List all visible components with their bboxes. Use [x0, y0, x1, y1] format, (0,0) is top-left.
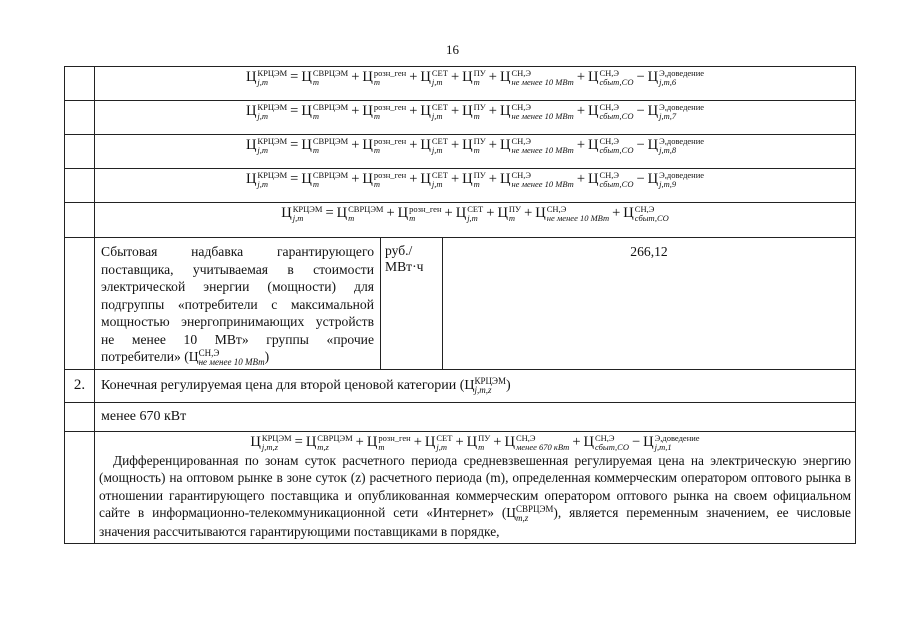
section-2-formula-row	[65, 431, 856, 543]
term-svrcem: Ц СВРЦЭМ m	[301, 102, 349, 121]
term-krcem: Ц КРЦЭМ j,m	[245, 170, 288, 189]
term-krcem: Ц КРЦЭМ j,m	[245, 102, 288, 121]
term-pu: Ц ПУ m	[462, 68, 486, 87]
term-rozn: Ц розн_ген m	[362, 136, 407, 155]
term-dov: Ц Э,доведение j,m,1	[643, 432, 700, 452]
term-rozn: Ц розн_ген m	[362, 68, 407, 87]
term-sn: Ц СН,Э не менее 10 МВт	[499, 170, 574, 189]
term-set: Ц СЕТ j,m	[420, 136, 448, 155]
term-sn: Ц СН,Э не менее 10 МВт	[535, 204, 610, 223]
formula-row	[65, 101, 856, 135]
formula-row	[65, 169, 856, 203]
value-cell: 266,12	[443, 238, 856, 370]
term-pu: Ц ПУ m	[462, 170, 486, 189]
formula-row	[65, 203, 856, 238]
section-title: Конечная регулируемая цена для второй ценовой категории (Ц КРЦЭМ j,m,z )	[95, 369, 856, 402]
term-set: Ц СЕТ j,m	[455, 204, 484, 223]
term-svrcem: Ц СВРЦЭМ m	[301, 136, 349, 155]
term-rozn: Ц розн_ген m	[397, 204, 442, 223]
term-svrcem: Ц СВРЦЭМ m,z	[305, 432, 353, 452]
term-krcem: Ц КРЦЭМ j,m	[245, 136, 288, 155]
formula: Ц КРЦЭМ j,m = Ц СВРЦЭМ m + Ц розн_ген m + Ц СЕТ j,m + Ц ПУ m + Ц СН,Э не менее 10 МВт + Ц СН,Э сбыт,СО − Ц Э,доведение j,m,7	[245, 102, 705, 121]
markup-row	[65, 238, 856, 370]
term-set: Ц СЕТ j,m	[420, 68, 448, 87]
formula-row	[65, 135, 856, 169]
term-krcem: Ц КРЦЭМ j,m	[281, 204, 323, 223]
term-set: Ц СЕТ j,m	[424, 432, 453, 452]
term-pu: Ц ПУ m	[462, 136, 486, 155]
term-sbyt: Ц СН,Э сбыт,СО	[588, 170, 634, 189]
term-sbyt: Ц СН,Э сбыт,СО	[588, 102, 634, 121]
term-pu: Ц ПУ m	[466, 432, 491, 452]
term-sn: Ц СН,Э менее 670 кВт	[504, 432, 570, 452]
term-sn: Ц СН,Э не менее 10 МВт	[499, 136, 574, 155]
term-svrcem: Ц СВРЦЭМ m	[301, 170, 349, 189]
term-svrcem: Ц СВРЦЭМ m	[301, 68, 349, 87]
term-rozn: Ц розн_ген m	[362, 170, 407, 189]
term-rozn: Ц розн_ген m	[362, 102, 407, 121]
subheading-row	[65, 402, 856, 431]
term-sn: Ц СН,Э не менее 10 МВт	[499, 68, 574, 87]
term-dov: Ц Э,доведение j,m,6	[647, 68, 705, 87]
unit-cell: руб./МВт·ч	[381, 238, 443, 370]
term-dov: Ц Э,доведение j,m,7	[647, 102, 705, 121]
term-dov: Ц Э,доведение j,m,9	[647, 170, 705, 189]
term-krcem: Ц КРЦЭМ j,m	[245, 68, 288, 87]
formula-row	[65, 67, 856, 101]
term-sn: Ц СН,Э не менее 10 МВт	[499, 102, 574, 121]
formula: Ц КРЦЭМ j,m = Ц СВРЦЭМ m + Ц розн_ген m + Ц СЕТ j,m + Ц ПУ m + Ц СН,Э не менее 10 МВт + Ц СН,Э сбыт,СО − Ц Э,доведение j,m,8	[245, 136, 705, 155]
term-svrcem: Ц СВРЦЭМ m	[336, 204, 384, 223]
formula-s2: Ц КРЦЭМ j,m,z = Ц СВРЦЭМ m,z + Ц розн_ген m + Ц СЕТ j,m + Ц ПУ m + Ц СН,Э менее 670 кВт + Ц СН,Э сбыт,СО − Ц Э,доведение j,m,1	[250, 432, 700, 452]
term-sbyt: Ц СН,Э сбыт,СО	[583, 432, 629, 452]
formula: Ц КРЦЭМ j,m = Ц СВРЦЭМ m + Ц розн_ген m + Ц СЕТ j,m + Ц ПУ m + Ц СН,Э не менее 10 МВт + Ц СН,Э сбыт,СО − Ц Э,доведение j,m,6	[245, 68, 705, 87]
page-number: 16	[446, 42, 459, 57]
tariff-table	[64, 66, 856, 544]
term-sbyt: Ц СН,Э сбыт,СО	[588, 136, 634, 155]
term-set: Ц СЕТ j,m	[420, 102, 448, 121]
markup-description: Сбытовая надбавка гарантирующего поставщика, учитываемая в стоимости электрической энергии (мощности) для подгруппы «потребители с максимальной мощностью энергопринимающих устройств не менее 10 МВт» группы «прочие потребители» (Ц СН,Э не менее 10 МВт )	[95, 238, 381, 370]
term-set: Ц СЕТ j,m	[420, 170, 448, 189]
formula: Ц КРЦЭМ j,m = Ц СВРЦЭМ m + Ц розн_ген m + Ц СЕТ j,m + Ц ПУ m + Ц СН,Э не менее 10 МВт + Ц СН,Э сбыт,СО − Ц Э,доведение j,m,9	[245, 170, 705, 189]
term-pu: Ц ПУ m	[462, 102, 486, 121]
section-number: 2.	[65, 369, 95, 402]
term-sbyt: Ц СН,Э сбыт,СО	[623, 204, 669, 223]
term-rozn: Ц розн_ген m	[366, 432, 411, 452]
section-2-header	[65, 369, 856, 402]
paragraph: Дифференцированная по зонам суток расчетного периода средневзвешенная регулируемая цена на электрическую энергию (мощность) на оптовом рынке в зоне суток (z) расчетного периода (m), определенная коммерческим оператором оптового рынка в отношении гарантирующего поставщика и опубликованная коммерческим оператором оптового рынка на своем официальном сайте в информационно-телекоммуникационной сети «Интернет» (Ц СВРЦЭМ m,z ), является переменным значением, ее числовые значения рассчитываются гарантирующими поставщиками в порядке,	[99, 452, 851, 540]
term-pu: Ц ПУ m	[497, 204, 522, 223]
term-dov: Ц Э,доведение j,m,8	[647, 136, 705, 155]
subheading: менее 670 кВт	[95, 402, 856, 431]
term-krcem: Ц КРЦЭМ j,m,z	[250, 432, 292, 452]
term-sbyt: Ц СН,Э сбыт,СО	[588, 68, 634, 87]
formula: Ц КРЦЭМ j,m = Ц СВРЦЭМ m + Ц розн_ген m + Ц СЕТ j,m + Ц ПУ m + Ц СН,Э не менее 10 МВт + Ц СН,Э сбыт,СО	[281, 204, 669, 223]
